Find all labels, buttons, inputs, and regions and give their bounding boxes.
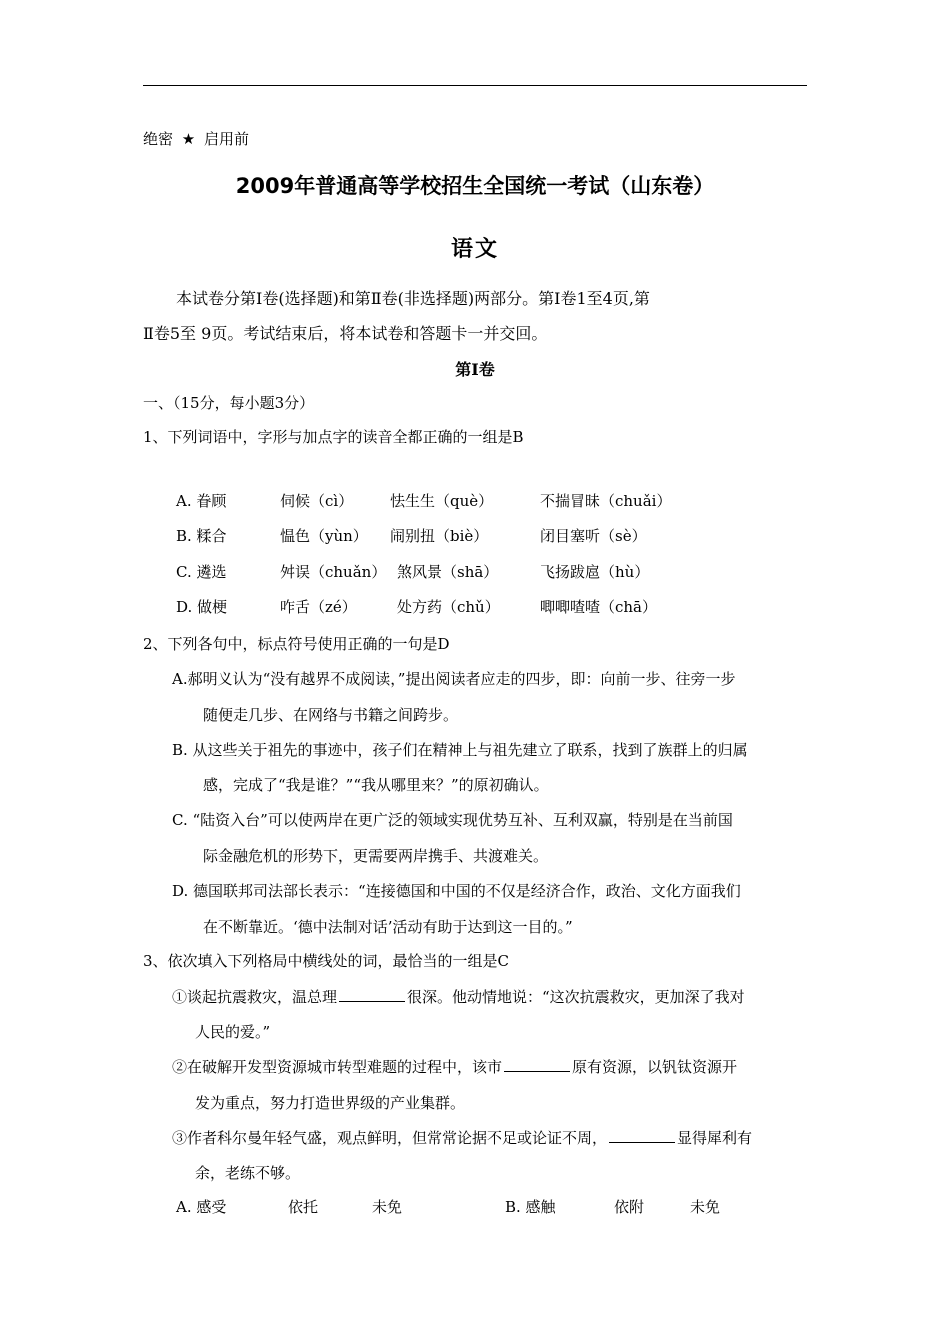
q2-d-line-1: D. 德国联邦司法部长表示：“连接德国和中国的不仅是经济合作，政治、文化方面我们 <box>172 882 741 900</box>
q3-s1-pre: ①谈起抗震救灾，温总理 <box>172 988 338 1006</box>
q3-sentence-1-cont: 人民的爱。” <box>195 1023 271 1041</box>
intro-line-2: Ⅱ卷5至 9页。考试结束后，将本试卷和答题卡一并交回。 <box>143 324 548 343</box>
q1-c-word2: 舛误（chuǎn） <box>280 563 387 581</box>
q3-a-word3: 未免 <box>372 1198 403 1216</box>
q3-b-word2: 依附 <box>614 1198 645 1216</box>
q3-s1-post: 很深。他动情地说：“这次抗震救灾，更加深了我对 <box>407 988 745 1006</box>
q1-d-word4: 唧唧喳喳（chā） <box>540 598 658 616</box>
q3-a-word2: 依托 <box>288 1198 319 1216</box>
q3-sentence-3-cont: 余，老练不够。 <box>195 1164 301 1182</box>
q3-s2-pre: ②在破解开发型资源城市转型难题的过程中，该市 <box>172 1058 503 1076</box>
q2-c-line-2: 际金融危机的形势下，更需要两岸携手、共渡难关。 <box>203 847 549 865</box>
q3-s3-post: 显得犀利有 <box>677 1129 753 1147</box>
q3-sentence-2 <box>172 1056 737 1077</box>
q1-d-word3: 处方药（chǔ） <box>397 598 500 616</box>
subject-title: 语文 <box>450 237 499 262</box>
q1-b-word3: 闹别扭（biè） <box>390 527 489 545</box>
q1-a-label: A. 眷顾 <box>176 492 227 510</box>
q1-c-word3: 煞风景（shā） <box>397 563 499 581</box>
q1-stem: 1、下列词语中，字形与加点字的读音全都正确的一组是B <box>143 428 524 446</box>
q1-a-word3: 怯生生（què） <box>390 492 494 510</box>
q1-d-word2: 咋舌（zé） <box>280 598 357 616</box>
q3-b-word3: 未免 <box>690 1198 721 1216</box>
q1-d-label: D. 做梗 <box>176 598 228 616</box>
q1-c-word4: 飞扬跋扈（hù） <box>540 563 650 581</box>
confidential-label: 绝密 <box>143 130 174 148</box>
q3-s2-post: 原有资源，以钒钛资源开 <box>572 1058 738 1076</box>
q1-c-label: C. 遴选 <box>176 563 227 581</box>
q1-b-label: B. 糅合 <box>176 527 227 545</box>
header-rule <box>143 85 807 86</box>
section-heading: 一、（15分，每小题3分） <box>143 394 315 412</box>
q1-b-word4: 闭目塞听（sè） <box>540 527 647 545</box>
q2-b-line-2: 感，完成了“我是谁？”“我从哪里来？”的原初确认。 <box>203 776 549 794</box>
q2-a-line-1: A.郝明义认为“没有越界不成阅读，”提出阅读者应走的四步，即：向前一步、往旁一步 <box>172 670 736 688</box>
q1-a-word2: 伺候（cì） <box>280 492 354 510</box>
star-icon: ★ <box>181 130 196 148</box>
fill-blank-3 <box>609 1128 675 1143</box>
before-use-label: 启用前 <box>204 130 250 148</box>
q2-a-line-2: 随便走几步、在网络与书籍之间跨步。 <box>203 706 459 724</box>
volume-heading: 第Ⅰ卷 <box>455 360 495 379</box>
q1-a-word4: 不揣冒昧（chuǎi） <box>540 492 672 510</box>
q3-sentence-3 <box>172 1127 752 1148</box>
fill-blank-1 <box>339 987 405 1002</box>
q1-b-word2: 愠色（yùn） <box>280 527 368 545</box>
q3-a-label: A. 感受 <box>176 1198 227 1216</box>
q3-b-label: B. 感触 <box>505 1198 556 1216</box>
confidential-line <box>143 128 249 149</box>
intro-line-1: 本试卷分第Ⅰ卷(选择题)和第Ⅱ卷(非选择题)两部分。第Ⅰ卷1至4页,第 <box>176 289 650 308</box>
q3-sentence-1 <box>172 986 745 1007</box>
q2-d-line-2: 在不断靠近。‘德中法制对话’活动有助于达到这一目的。” <box>203 918 573 936</box>
q3-s3-pre: ③作者科尔曼年轻气盛，观点鲜明，但常常论据不足或论证不周， <box>172 1129 608 1147</box>
q2-c-line-1: C. “陆资入台”可以使两岸在更广泛的领域实现优势互补、互利双赢，特别是在当前国 <box>172 811 733 829</box>
fill-blank-2 <box>504 1057 570 1072</box>
q3-sentence-2-cont: 发为重点，努力打造世界级的产业集群。 <box>195 1094 466 1112</box>
q2-stem: 2、下列各句中，标点符号使用正确的一句是D <box>143 635 450 653</box>
q2-b-line-1: B. 从这些关于祖先的事迹中，孩子们在精神上与祖先建立了联系，找到了族群上的归属 <box>172 741 748 759</box>
exam-title: 2009年普通高等学校招生全国统一考试（山东卷） <box>235 174 715 198</box>
q3-stem: 3、依次填入下列格局中横线处的词，最恰当的一组是C <box>143 952 510 970</box>
